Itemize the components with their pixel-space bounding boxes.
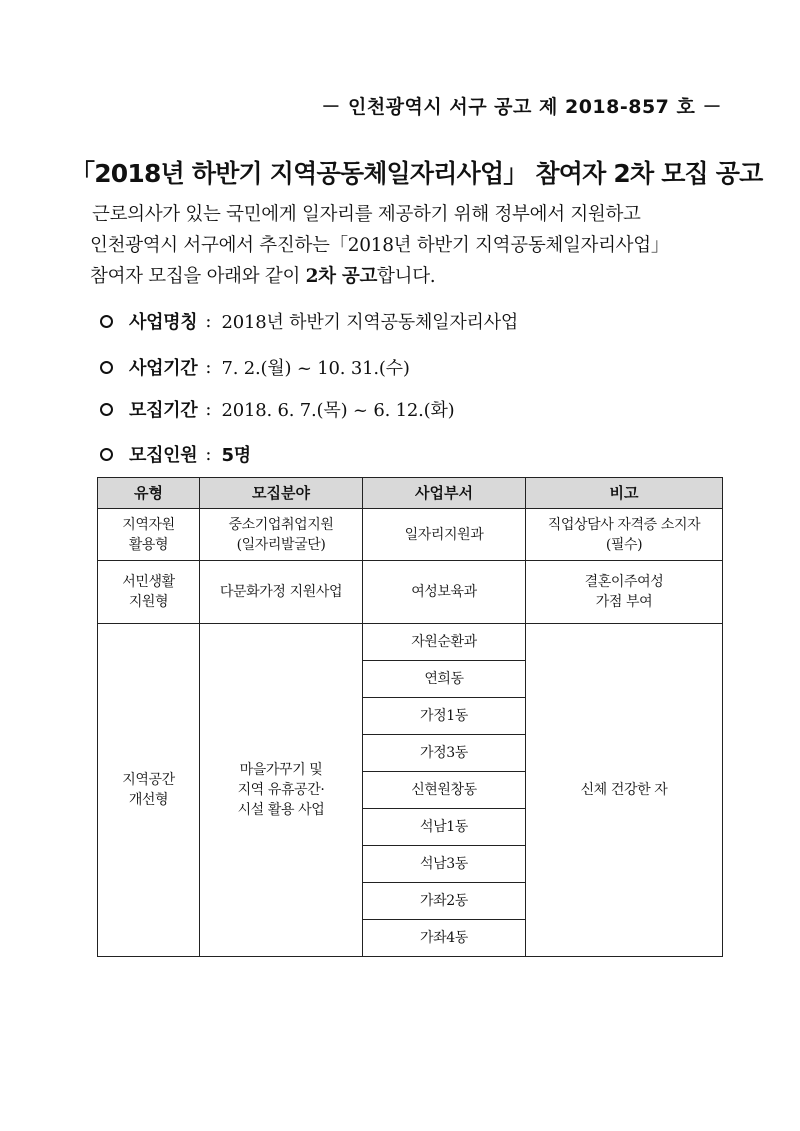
cell-line: 중소기업취업지원 <box>228 516 334 533</box>
cell-line: 서민생활 <box>122 574 175 590</box>
table-row <box>98 561 723 624</box>
item-value: 2018. 6. 7.(목) ~ 6. 12.(화) <box>221 400 455 421</box>
cell-dept: 석남3동 <box>363 846 526 883</box>
item-value: 7. 2.(월) ~ 10. 31.(수) <box>221 358 410 379</box>
table-row <box>98 509 723 561</box>
cell-line: 개선형 <box>128 792 169 808</box>
notice-number: － 인천광역시 서구 공고 제 2018-857 호 － <box>321 96 722 118</box>
intro-paragraph <box>90 199 730 292</box>
item-separator: : <box>205 356 212 378</box>
cell-type <box>98 561 200 624</box>
cell-dept: 연희동 <box>363 661 526 698</box>
cell-dept: 일자리지원과 <box>363 509 526 561</box>
item-value: 2018년 하반기 지역공동체일자리사업 <box>221 312 519 333</box>
cell-line: 가점 부여 <box>595 594 653 610</box>
cell-note <box>526 561 723 624</box>
cell-line: (필수) <box>605 536 643 553</box>
cell-dept: 가좌4동 <box>363 920 526 957</box>
intro-line-3-prefix: 참여자 모집을 아래와 같이 <box>90 266 306 287</box>
cell-line: 직업상담사 자격증 소지자 <box>547 516 701 533</box>
item-separator: : <box>205 398 212 420</box>
table-header-row <box>98 478 723 509</box>
intro-line-1: 근로의사가 있는 국민에게 일자리를 제공하기 위해 정부에서 지원하고 <box>92 204 641 225</box>
cell-line: 활용형 <box>128 536 169 553</box>
item-key: 사업명칭 <box>129 312 198 333</box>
item-separator: : <box>205 310 212 332</box>
circle-bullet-icon <box>100 315 113 328</box>
cell-note: 신체 건강한 자 <box>526 624 723 957</box>
circle-bullet-icon <box>100 361 113 374</box>
intro-line-3 <box>90 261 730 292</box>
cell-line: 마을가꾸기 및 <box>239 762 323 778</box>
item-separator: : <box>205 443 212 465</box>
list-item <box>100 396 454 422</box>
circle-bullet-icon <box>100 403 113 416</box>
intro-line-2: 인천광역시 서구에서 추진하는「2018년 하반기 지역공동체일자리사업」 <box>90 235 670 256</box>
cell-field: 다문화가정 지원사업 <box>200 561 363 624</box>
cell-line: 지역 유휴공간· <box>237 782 325 798</box>
cell-line: 지역자원 <box>122 516 175 533</box>
cell-line: 결혼이주여성 <box>584 574 664 590</box>
cell-line: 지원형 <box>128 594 169 610</box>
item-key: 모집기간 <box>129 400 198 421</box>
header-type: 유형 <box>98 478 200 509</box>
cell-line: (일자리발굴단) <box>236 536 326 553</box>
circle-bullet-icon <box>100 448 113 461</box>
cell-note <box>526 509 723 561</box>
header-dept: 사업부서 <box>363 478 526 509</box>
cell-type <box>98 624 200 957</box>
cell-dept: 자원순환과 <box>363 624 526 661</box>
cell-dept: 신현원창동 <box>363 772 526 809</box>
header-note: 비고 <box>526 478 723 509</box>
header-field: 모집분야 <box>200 478 363 509</box>
item-value: 5명 <box>221 445 251 466</box>
intro-line-3-suffix: 합니다. <box>377 266 436 287</box>
intro-line-3-bold: 2차 공고 <box>305 266 378 287</box>
cell-dept: 가좌2동 <box>363 883 526 920</box>
list-item <box>100 441 251 467</box>
list-item <box>100 354 410 380</box>
cell-field <box>200 624 363 957</box>
cell-dept: 석남1동 <box>363 809 526 846</box>
cell-dept: 가정3동 <box>363 735 526 772</box>
cell-field <box>200 509 363 561</box>
cell-line: 시설 활용 사업 <box>237 802 325 818</box>
recruitment-table <box>97 477 723 957</box>
cell-line: 지역공간 <box>122 772 175 788</box>
item-key: 사업기간 <box>129 358 198 379</box>
cell-dept: 가정1동 <box>363 698 526 735</box>
cell-dept: 여성보육과 <box>363 561 526 624</box>
cell-type <box>98 509 200 561</box>
list-item <box>100 308 518 334</box>
table-row <box>98 624 723 661</box>
page-title: 「2018년 하반기 지역공동체일자리사업」 참여자 2차 모집 공고 <box>70 159 763 188</box>
item-key: 모집인원 <box>129 445 198 466</box>
